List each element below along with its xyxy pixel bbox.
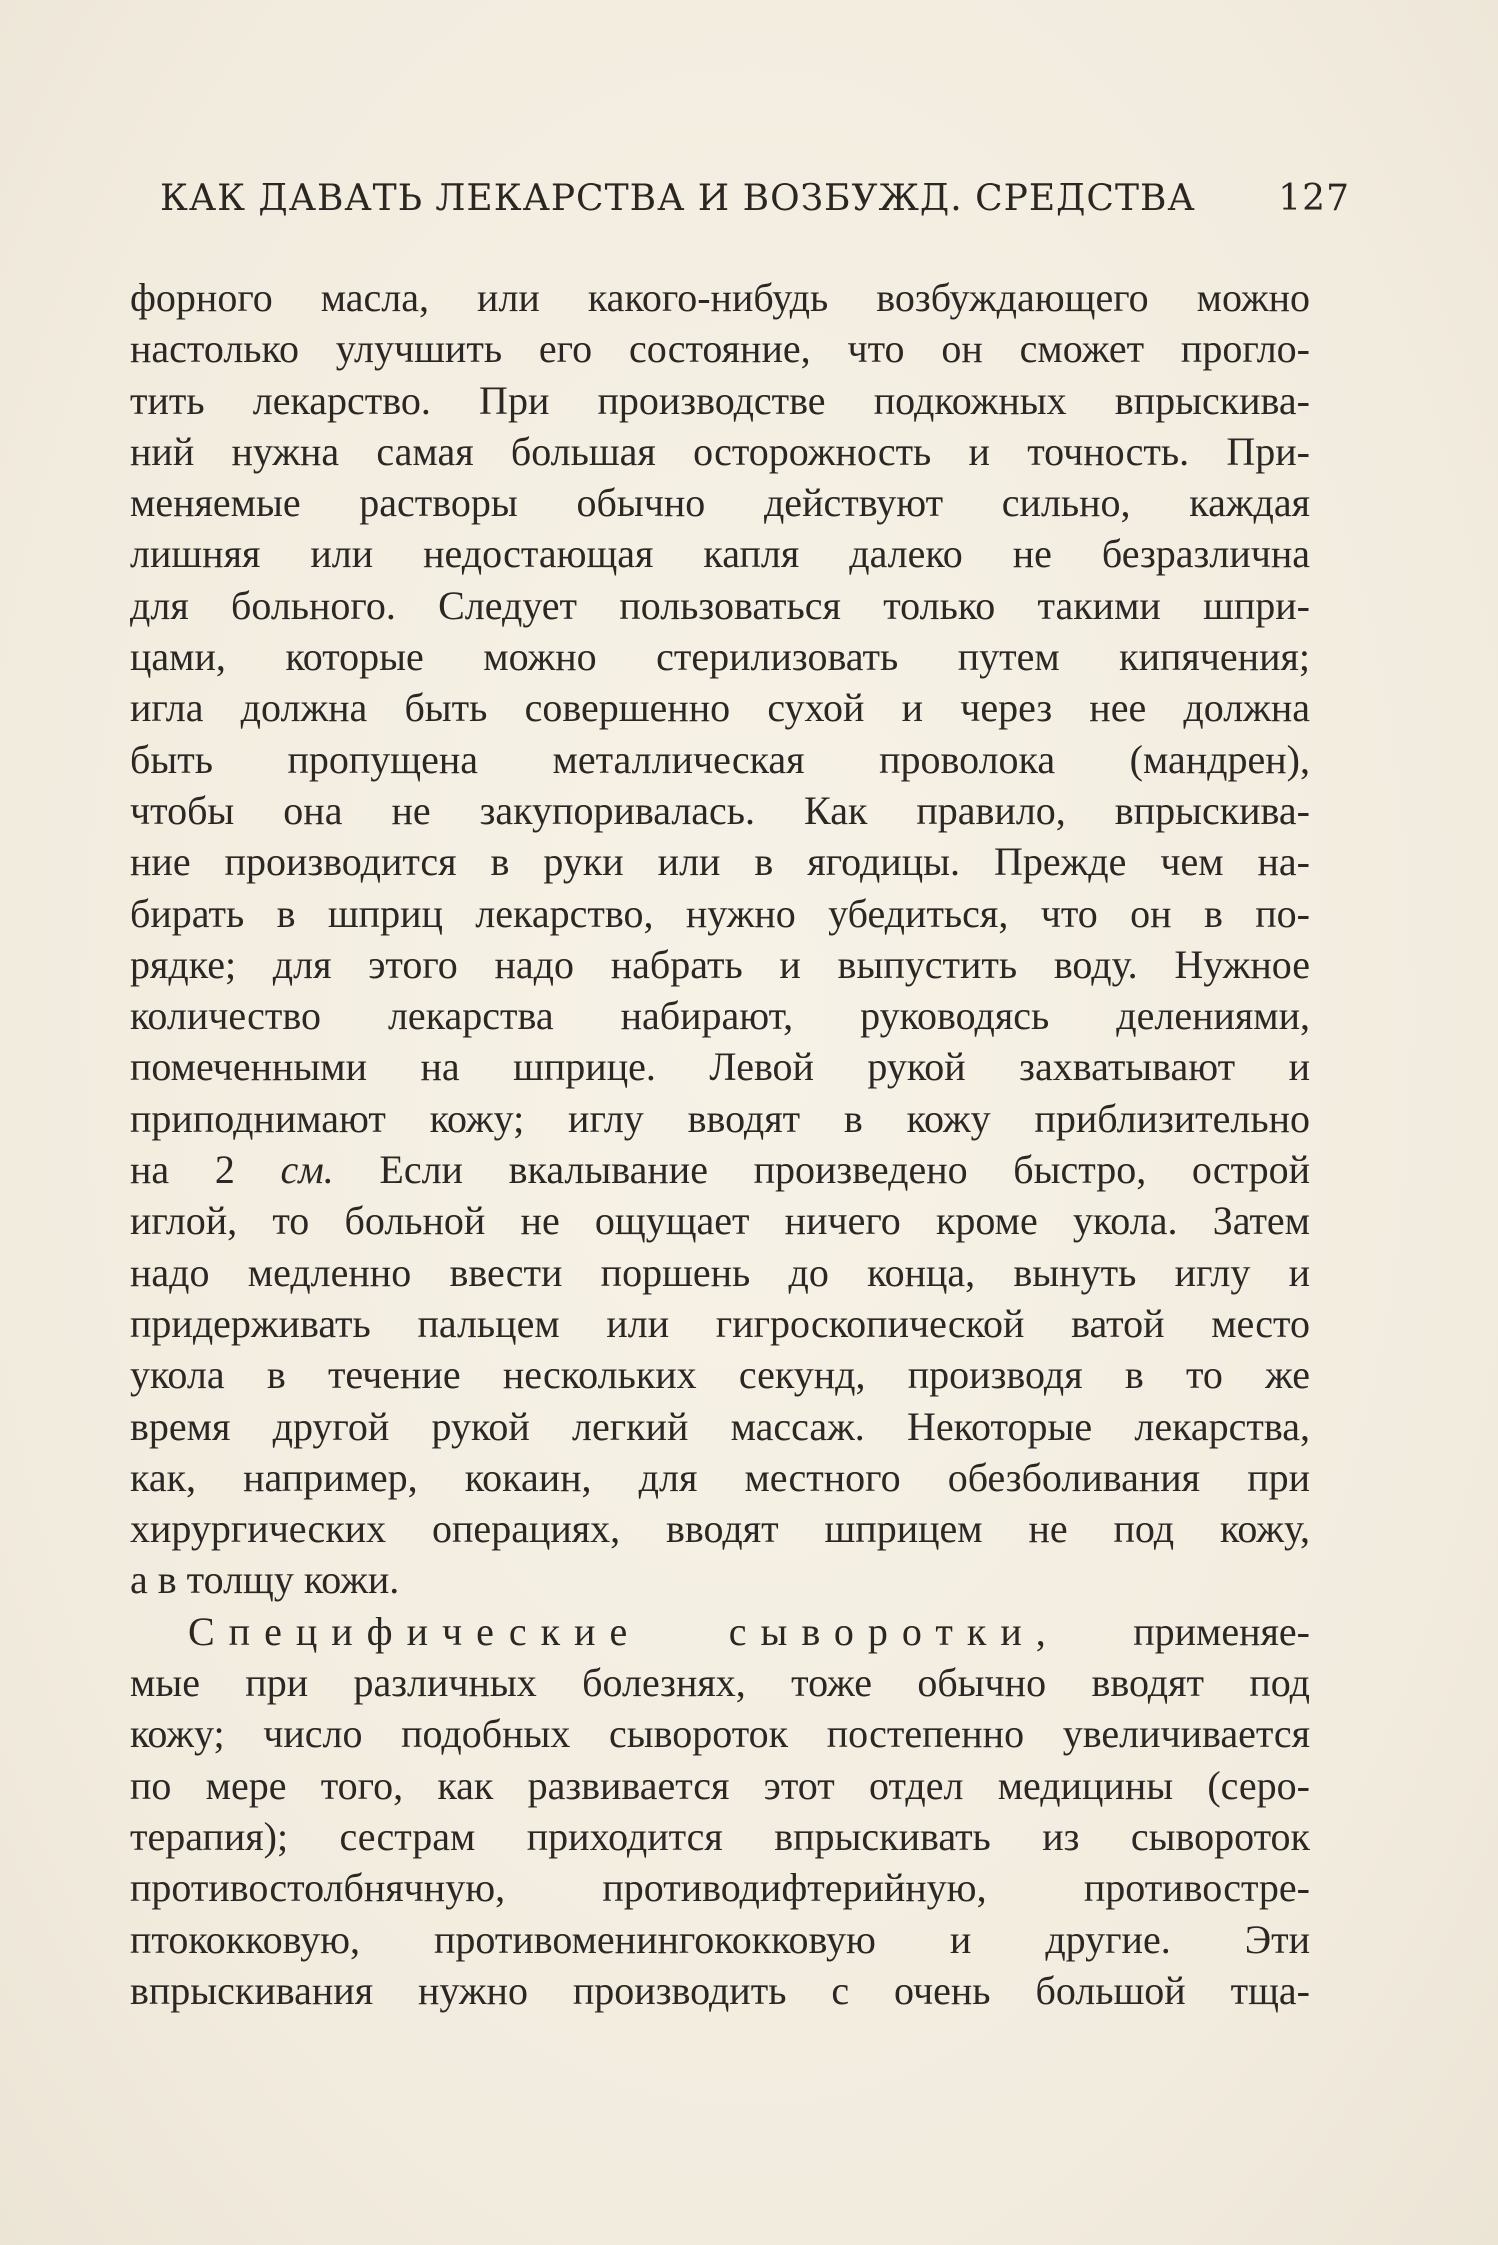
page-number: 127 [1278,178,1350,219]
spaced-term: Специфические сыворотки, [188,1608,1060,1654]
text-line: противостолбнячную, противодифтерийную, противостре- [130,1865,1310,1911]
text-line: быть пропущена металлическая проволока (мандрен), [130,736,1310,782]
text-line: лишняя или недостающая капля далеко не безразлична [130,531,1310,577]
text-line: помеченными на шприце. Левой рукой захватывают и [130,1044,1310,1090]
unit-italic: см. [280,1147,334,1193]
text-line: по мере того, как развивается этот отдел медицины (серо- [130,1762,1310,1808]
running-head [160,178,1350,238]
text-line: укола в течение нескольких секунд, производя в то же [130,1352,1310,1398]
text-line: иглой, то больной не ощущает ничего кроме укола. Затем [130,1198,1310,1244]
text-line: придерживать пальцем или гигроскопической ватой место [130,1300,1310,1346]
body-text [130,272,1310,2016]
text-line: тить лекарство. При производстве подкожных впрыскива- [130,377,1310,423]
text-line: форного масла, или какого-нибудь возбуждающего можно [130,275,1310,320]
paragraph-1 [130,272,1310,1606]
text-line: рядке; для этого надо набрать и выпустить воду. Нужное [130,941,1310,987]
text-line: игла должна быть совершенно сухой и через нее должна [130,685,1310,731]
text-line: ние производится в руки или в ягодицы. Прежде чем на- [130,839,1310,885]
text-line-first [130,1606,1310,1657]
paragraph-2 [130,1606,1310,2016]
text-line: хирургических операциях, вводят шприцем не под кожу, [130,1506,1310,1552]
text-line: птококковую, противоменингококковую и другие. Эти [130,1916,1310,1962]
text-line: ний нужна самая большая осторожность и точность. При- [130,428,1310,474]
text-line: настолько улучшить его состояние, что он сможет прогло- [130,326,1310,372]
text-line: впрыскивания нужно производить с очень большой тща- [130,1967,1310,2013]
chapter-title: КАК ДАВАТЬ ЛЕКАРСТВА И ВОЗБУЖД. СРЕДСТВА [160,178,1196,219]
text-line: время другой рукой легкий массаж. Некоторые лекарства, [130,1403,1310,1449]
text-line: как, например, кокаин, для местного обезболивания при [130,1454,1310,1500]
text-segment: Если вкалывание произведено быстро, острой [333,1147,1310,1193]
text-line: кожу; число подобных сывороток постепенно увеличивается [130,1711,1310,1757]
text-line: надо медленно ввести поршень до конца, вынуть иглу и [130,1249,1310,1295]
text-line: для больного. Следует пользоваться только такими шпри- [130,582,1310,628]
text-line-last: а в толщу кожи. [130,1557,400,1603]
text-line: мые при различных болезнях, тоже обычно вводят под [130,1660,1310,1706]
text-line: чтобы она не закупоривалась. Как правило, впрыскива- [130,787,1310,833]
text-line: количество лекарства набирают, руководясь делениями, [130,993,1310,1039]
text-line: приподнимают кожу; иглу вводят в кожу приблизительно [130,1095,1310,1141]
text-segment: применяе- [1059,1608,1310,1654]
text-line: бирать в шприц лекарство, нужно убедиться, что он в по- [130,890,1310,936]
text-segment: на 2 [130,1147,281,1193]
text-line: цами, которые можно стерилизовать путем кипячения; [130,634,1310,680]
text-line-with-unit [130,1144,1310,1195]
text-line: терапия); сестрам приходится впрыскивать из сывороток [130,1813,1310,1859]
text-line: меняемые растворы обычно действуют сильно, каждая [130,480,1310,526]
